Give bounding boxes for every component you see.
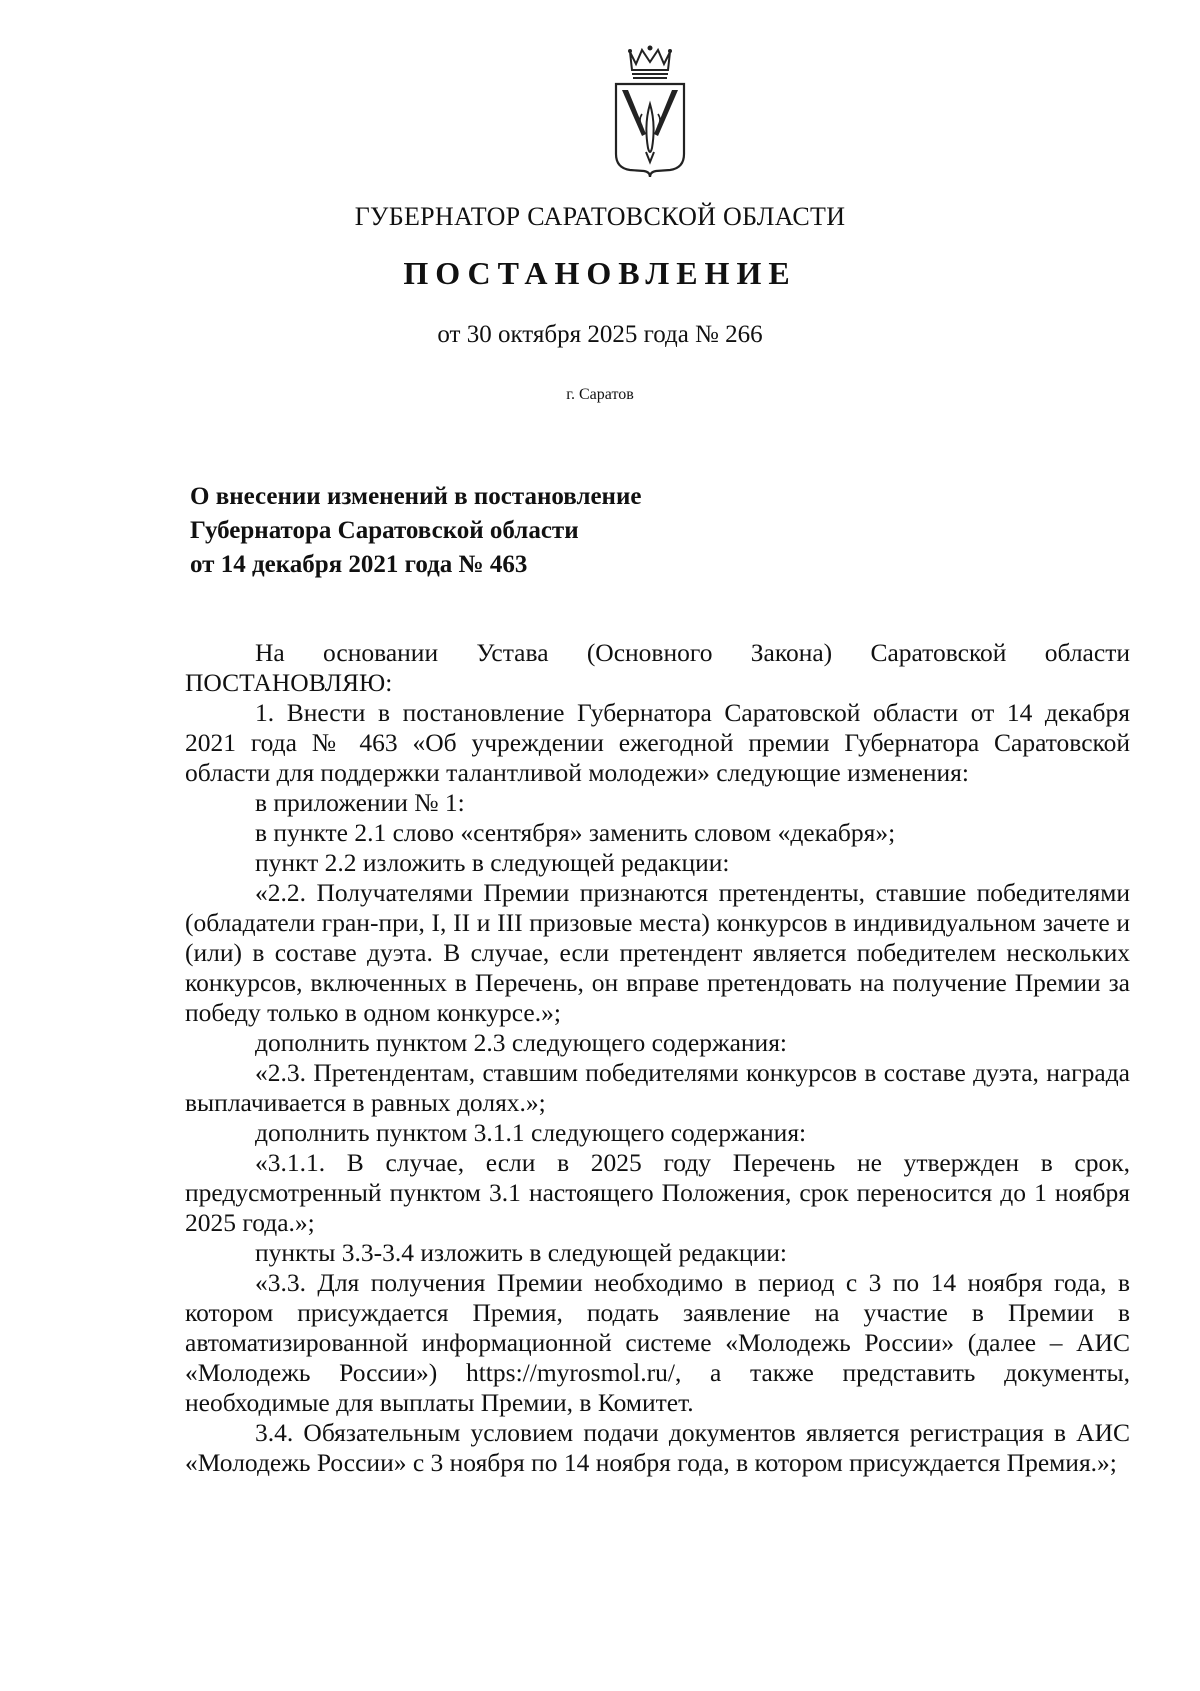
document-city: г. Саратов [566, 386, 634, 403]
document-type-title: ПОСТАНОВЛЕНИЕ [403, 255, 797, 291]
body-paragraph: дополнить пунктом 3.1.1 следующего содержания: [255, 1118, 807, 1147]
body-paragraph: «3.3. Для получения Премии необходимо в период с 3 по 14 ноября года, в котором присуждается Премия, подать заявление на участие в Премии в автоматизированной информационной системе «Молодежь России» (далее – АИС «Молодежь России») https://myrosmol.ru/, а также представить документы, необходимые для выплаты Премии, в Комитет. [185, 1268, 1130, 1417]
document-date-number: от 30 октября 2025 года № 266 [437, 321, 763, 348]
body-paragraph: дополнить пунктом 2.3 следующего содержания: [255, 1028, 788, 1057]
document-subject [190, 480, 890, 582]
body-paragraph: «2.2. Получателями Премии признаются претенденты, ставшие победителями (обладатели гран-при, I, II и III призовые места) конкурсов в индивидуальном зачете и (или) в составе дуэта. В случае, если претендент является победителем нескольких конкурсов, включенных в Перечень, он вправе претендовать на получение Премии за победу только в одном конкурсе.»; [185, 878, 1130, 1027]
body-paragraph: «3.1.1. В случае, если в 2025 году Перечень не утвержден в срок, предусмотренный пунктом 3.1 настоящего Положения, срок переносится до 1 ноября 2025 года.»; [185, 1148, 1130, 1237]
body-paragraph: 1. Внести в постановление Губернатора Саратовской области от 14 декабря 2021 года № 463 «Об учреждении ежегодной премии Губернатора Саратовской области для поддержки талантливой молодежи» следующие изменения: [185, 698, 1130, 787]
subject-line: Губернатора Саратовской области [190, 517, 579, 544]
subject-line: от 14 декабря 2021 года № 463 [190, 551, 528, 578]
coat-of-arms-emblem [612, 44, 688, 178]
body-paragraph: 3.4. Обязательным условием подачи документов является регистрация в АИС «Молодежь России» с 3 ноября по 14 ноября года, в котором присуждается Премия.»; [185, 1418, 1130, 1477]
body-paragraph: пункты 3.3-3.4 изложить в следующей редакции: [255, 1238, 787, 1267]
body-paragraph: «2.3. Претендентам, ставшим победителями конкурсов в составе дуэта, награда выплачивается в равных долях.»; [185, 1058, 1130, 1117]
body-paragraph: в пункте 2.1 слово «сентября» заменить словом «декабря»; [255, 818, 896, 847]
document-body [185, 638, 1130, 1478]
body-paragraph: пункт 2.2 изложить в следующей редакции: [255, 848, 730, 877]
body-paragraph: На основании Устава (Основного Закона) Саратовской области ПОСТАНОВЛЯЮ: [185, 638, 1130, 697]
body-paragraph: в приложении № 1: [255, 788, 465, 817]
issuing-authority: ГУБЕРНАТОР САРАТОВСКОЙ ОБЛАСТИ [354, 202, 846, 231]
subject-line: О внесении изменений в постановление [190, 483, 642, 510]
